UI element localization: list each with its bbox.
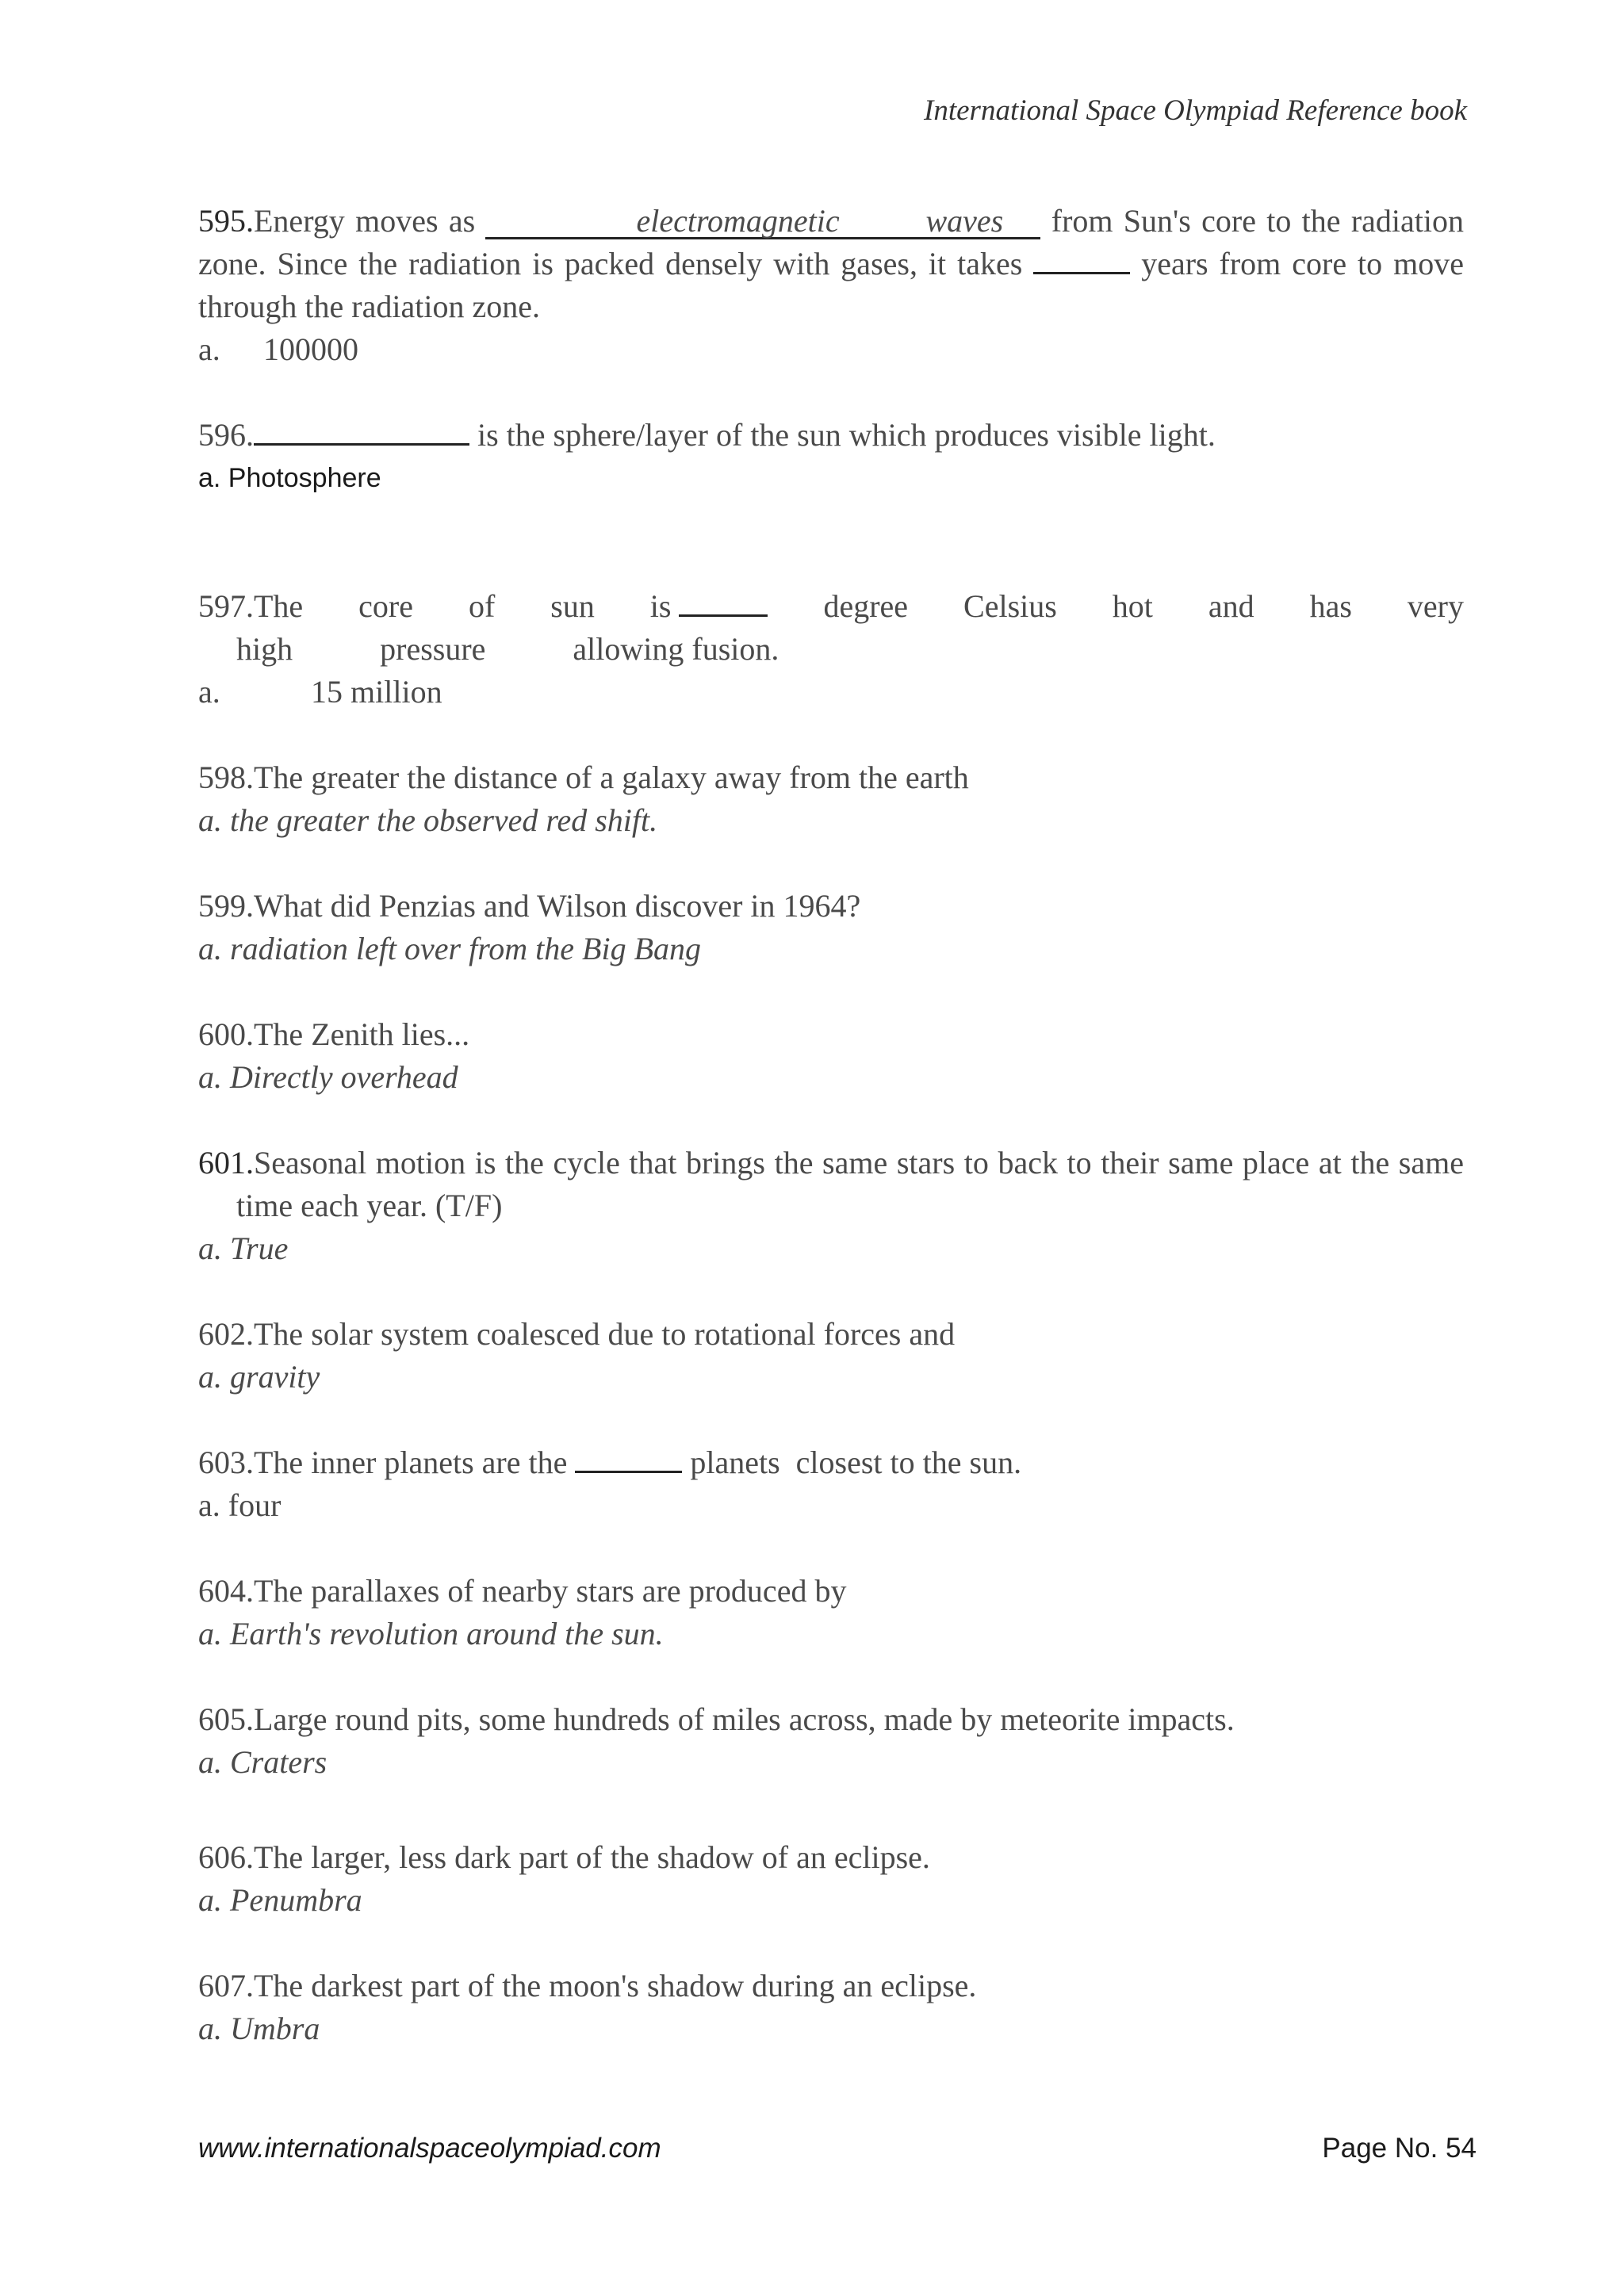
- question-number: 595.: [198, 203, 254, 239]
- question-606: [198, 1836, 1464, 1922]
- answer-blank: [575, 1442, 682, 1473]
- question-604: [198, 1570, 1464, 1655]
- fill-blank: electromagnetic: [485, 205, 846, 239]
- question-603: [198, 1441, 1464, 1527]
- question-text: 606.The larger, less dark part of the shadow of an eclipse.: [198, 1839, 930, 1875]
- answer-blank: [254, 415, 469, 446]
- question-607: [198, 1965, 1464, 2050]
- answer: a. four: [198, 1487, 282, 1523]
- answer: a. gravity: [198, 1359, 320, 1395]
- question-text-continued: high pressure allowing fusion.: [236, 631, 779, 667]
- answer: a. Earth's revolution around the sun.: [198, 1616, 664, 1651]
- question-598: [198, 756, 1464, 842]
- question-text: 604.The parallaxes of nearby stars are produced by: [198, 1573, 847, 1609]
- question-number: 600.: [198, 1016, 254, 1052]
- answer: a. True: [198, 1230, 289, 1266]
- question-602: [198, 1313, 1464, 1399]
- question-text: 600.The Zenith lies...: [198, 1016, 470, 1052]
- question-number: 599.: [198, 888, 254, 924]
- question-number: 604.: [198, 1573, 254, 1609]
- question-599: [198, 885, 1464, 970]
- question-text: 605.Large round pits, some hundreds of miles across, made by meteorite impacts.: [198, 1701, 1235, 1737]
- answer-blank: [1033, 243, 1130, 274]
- question-596: [198, 414, 1464, 499]
- running-header: International Space Olympiad Reference book: [924, 94, 1467, 127]
- question-text: 602.The solar system coalesced due to rotational forces and: [198, 1316, 956, 1352]
- question-605: [198, 1698, 1464, 1784]
- fill-blank: waves: [846, 205, 1040, 239]
- question-number: 601.: [198, 1145, 254, 1181]
- question-text: 599.What did Penzias and Wilson discover in 1964?: [198, 888, 861, 924]
- question-text: 603.The inner planets are the planets closest to the sun.: [198, 1441, 1464, 1484]
- answer: a. Craters: [198, 1744, 327, 1780]
- answer: a. the greater the observed red shift.: [198, 802, 658, 838]
- question-number: 597.: [198, 588, 254, 624]
- question-number: 603.: [198, 1445, 254, 1480]
- question-text: 607.The darkest part of the moon's shadow during an eclipse.: [198, 1968, 977, 2003]
- page-number: Page No. 54: [1322, 2133, 1477, 2164]
- question-number: 602.: [198, 1316, 254, 1352]
- answer-blank: [679, 586, 768, 617]
- answer: a. Directly overhead: [198, 1059, 458, 1095]
- question-600: [198, 1013, 1464, 1099]
- question-number: 596.: [198, 417, 254, 453]
- answer: a. 15 million: [198, 674, 442, 710]
- answer: a. radiation left over from the Big Bang: [198, 931, 702, 966]
- answer: a. Penumbra: [198, 1882, 362, 1918]
- question-text: 595.Energy moves as electromagnetic waves from Sun's core to the radiation zone. Since the radiation is packed densely with gases, it takes years from core to move through the radiation zone.: [198, 203, 1465, 324]
- question-text: 596. is the sphere/layer of the sun which produces visible light.: [198, 414, 1464, 457]
- answer: a. Photosphere: [198, 463, 381, 493]
- answer: a. 100000: [198, 331, 358, 367]
- question-601: [198, 1142, 1464, 1270]
- footer-website: www.internationalspaceolympiad.com: [198, 2133, 661, 2164]
- question-number: 607.: [198, 1968, 254, 2003]
- question-number: 605.: [198, 1701, 254, 1737]
- question-595: [198, 200, 1464, 371]
- answer: a. Umbra: [198, 2011, 320, 2046]
- question-597: [198, 585, 1464, 714]
- question-number: 606.: [198, 1839, 254, 1875]
- question-text: 597.The core of sun is degree Celsius hot and has very: [198, 585, 1464, 628]
- question-number: 598.: [198, 760, 254, 795]
- question-text: 598.The greater the distance of a galaxy away from the earth: [198, 760, 969, 795]
- question-text: 601.Seasonal motion is the cycle that brings the same stars to back to their same place at the same time each year. (T/F): [198, 1145, 1464, 1223]
